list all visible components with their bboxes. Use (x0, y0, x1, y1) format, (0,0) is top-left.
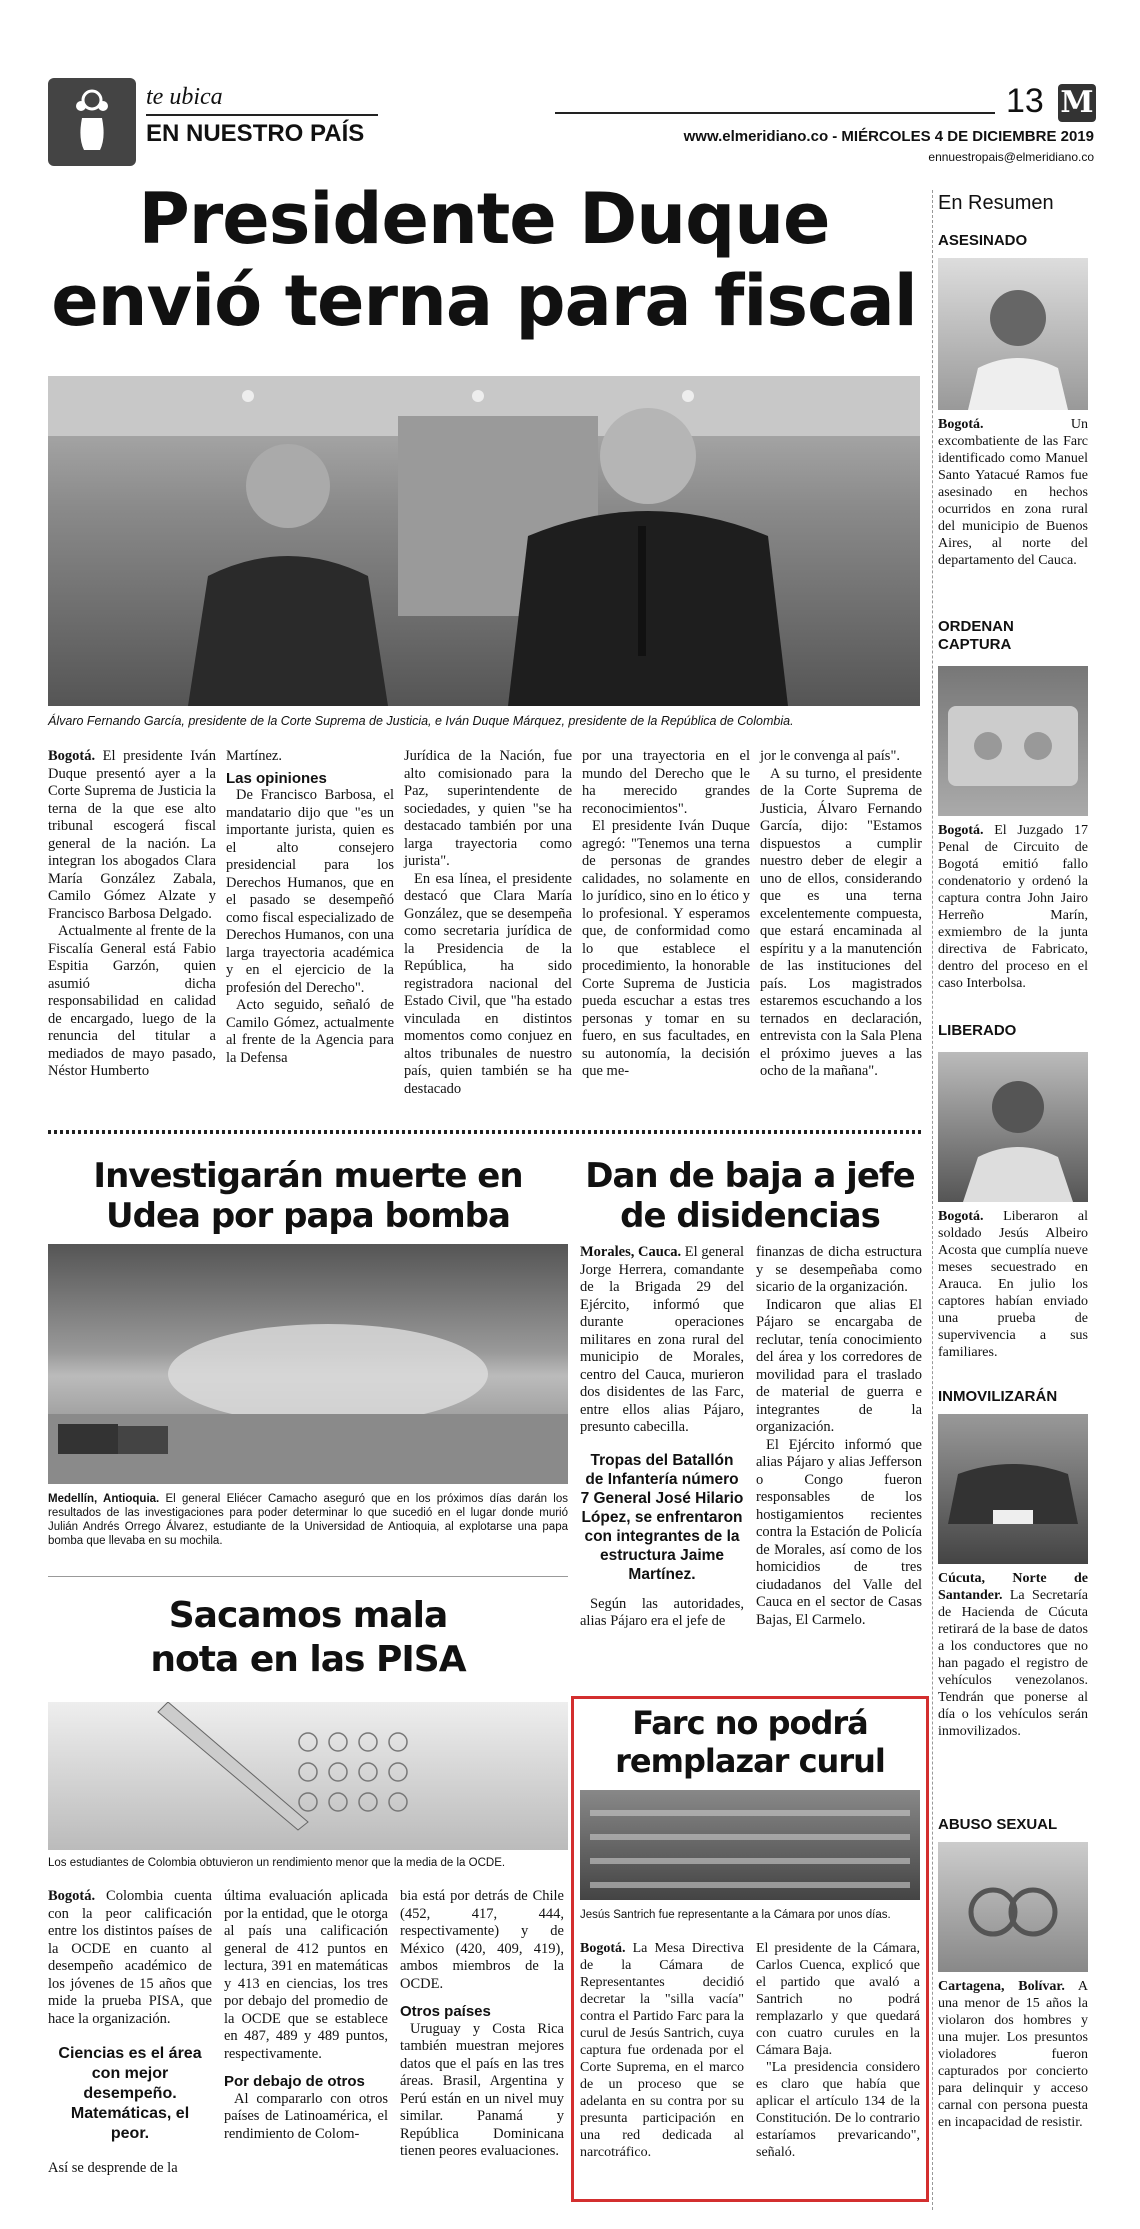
site-date: www.elmeridiano.co - MIÉRCOLES 4 DE DICIEMBRE 2019 (683, 128, 1094, 145)
udea-photo (48, 1244, 568, 1484)
main-subhead: Las opiniones (226, 769, 327, 787)
sidebar-photo-2 (938, 666, 1088, 816)
pisa-subhead-1: Por debajo de otros (224, 2073, 365, 2090)
pisa-photo-caption: Los estudiantes de Colombia obtuvieron un rendimiento menor que la media de la OCDE. (48, 1857, 506, 1869)
email: ennuestropais@elmeridiano.co (928, 150, 1094, 164)
sidebar-heading-1: ASESINADO (938, 232, 1028, 249)
udea-caption: Medellín, Antioquia. El general Eliécer Camacho aseguró que en los próximos días darán los resultados de las investigaciones para poder determinar lo que sucedió en el lugar donde murió Julián Andrés Orrego Álvarez, estudiante de la Universidad de Antioquia, al explotarse una papa bomba que llevaba en su mochila. (48, 1493, 568, 1547)
main-bottom-rule (48, 1130, 922, 1134)
udea-bottom-rule (48, 1576, 568, 1577)
sidebar-heading-3: LIBERADO (938, 1022, 1017, 1039)
sidebar-text-2: Bogotá. El Juzgado 17 Penal de Circuito de Bogotá emitió fallo condenatorio y ordenó la captura contra John Jairo Herreño Marín, exmiembro de la junta directiva de Fabricato, dentro del proceso en el caso Interbolsa. (938, 823, 1088, 991)
sidebar-heading-4: INMOVILIZARÁN (938, 1388, 1058, 1405)
sidebar-heading-5: ABUSO SEXUAL (938, 1816, 1058, 1833)
logo: M (1058, 84, 1096, 122)
sidebar-rule-left (932, 190, 933, 2210)
sidebar-photo-5 (938, 1842, 1088, 1972)
sidebar-text-4: Cúcuta, Norte de Santander. La Secretaría de Hacienda de Cúcuta retirará de la base de datos a los conductores que no han pagado el registro de vehículos venezolanos. Tendrán que ponerse al día o los vehículos serán inmovilizados. (938, 1571, 1088, 1739)
baja-col-1: Morales, Cauca. El general Jorge Herrera, comandante de la Brigada 29 del Ejército, informó que durante operaciones militares en zona rural del municipio de Morales, centro del Cauca, murieron dos disidentes de las Farc, entre ellos alias Pájaro, presunto cabecilla. Tropas del Batallón de Infantería número 7 General José Hilario López, se enfrentaron con integrantes de la estructura Jaime Martínez. Según las autoridades, alias Pájaro era el jefe de (580, 1244, 744, 1629)
section-rule (146, 114, 378, 116)
main-photo (48, 376, 920, 706)
main-headline-line1: Presidente Duque (138, 178, 830, 260)
baja-col-2: finanzas de dicha estructura y se desempeñaba como sicario de la organización. Indicaron que alias El Pájaro se encargaba de reclutar, tenía conocimiento del área y los corredores de movilidad para el traslado de material de guerra e integrantes de la organización. El Ejército informó que alias Pájaro y alias Jefferson o Congo fueron responsables de los hostigamientos recientes contra la Estación de Policía de Morales, así como de los homicidios de tres ciudadanos del Valle del Cauca en el sector de Casas Bajas, El Carmelo. (756, 1244, 922, 1628)
sidebar-text-5: Cartagena, Bolívar. A una menor de 15 años la violaron dos hombres y una mujer. Los presuntos violadores fueron capturados por concierto para delinquir y acceso carnal con persona puesta en incapacidad de resistir. (938, 1979, 1088, 2130)
main-headline (44, 178, 924, 342)
pisa-headline: Sacamos mala nota en las PISA (150, 1595, 466, 1680)
pisa-pullquote: Ciencias es el área con mejor desempeño. Matemáticas, el peor. (58, 2045, 202, 2142)
baja-headline: Dan de baja a jefe de disidencias (585, 1156, 915, 1236)
pisa-subhead-2: Otros países (400, 2003, 491, 2020)
sidebar-photo-4 (938, 1414, 1088, 1564)
sidebar-photo-1 (938, 258, 1088, 410)
farc-photo-caption: Jesús Santrich fue representante a la Cámara por unos días. (580, 1909, 891, 1921)
sidebar-text-1: Bogotá. Un excombatiente de las Farc identificado como Manuel Santo Yatacué Ramos fue asesinado en hechos ocurridos en zona rural del municipio de Buenos Aires, al norte del departamento del Cauca. (938, 417, 1088, 568)
main-col-2: Martínez. Las opiniones De Francisco Barbosa, el mandatario dijo que "es un importante jurista, quien es el alto consejero presidencial para los Derechos Humanos, que en el pasado se desempeñó como fiscal especializado de Derechos Humanos, con una larga trayectoria académica y en el ejercicio de la profesión del Derecho". Acto seguido, señaló de Camilo Gómez, actualmente al frente de la Agencia para la Defensa (226, 748, 394, 1066)
section-label-bottom: EN NUESTRO PAÍS (146, 120, 365, 147)
pisa-col-2: última evaluación aplicada por la entidad, que le otorga al país una calificación general de 412 puntos en lectura, 391 en matemáticas y 413 en ciencias, los tres por debajo del promedio de la OCDE que se establece en 487, 489 y 489 puntos, respectivamente. Por debajo de otros Al compararlo con otros países de Latinoamérica, el rendimiento de Colom- (224, 1888, 388, 2142)
udea-headline: Investigarán muerte en Udea por papa bomba (93, 1156, 523, 1236)
pisa-photo (48, 1702, 568, 1850)
sidebar-text-3: Bogotá. Liberaron al soldado Jesús Albeiro Acosta que cumplía nueve meses secuestrado en Arauca. En julio los captores habían enviado una prueba de supervivencia a sus familiares. (938, 1209, 1088, 1360)
section-icon (48, 78, 136, 166)
main-col-3: Jurídica de la Nación, fue alto comisionado para la Paz, superintendente de sociedades, y quien "se ha destacado también por una larga trayectoria como jurista". En esa línea, el presidente destacó que Clara María González, que se desempeña como secretaria jurídica de la Presidencia de la República, ha sido registradora nacional del Estado Civil, que "ha estado vinculada en distintos momentos como conjuez en altos tribunales de nuestro país, quien también se ha destacado (404, 748, 572, 1097)
page-number: 13 (1006, 82, 1044, 120)
farc-col-1: Bogotá. La Mesa Directiva de la Cámara de Representantes decidió decretar la "silla vacía" contra el Partido Farc para la curul de Jesús Santrich, cuya captura fue ordenada por el Corte Suprema, en el marco de un proceso que se adelanta en su contra por su presunta participación en una red dedicada al narcotráfico. (580, 1941, 744, 2160)
farc-photo (580, 1790, 920, 1900)
farc-col-2: El presidente de la Cámara, Carlos Cuenca, explicó que el partido que avaló a Santrich no podrá remplazarlo y que quedará con cuatro curules en la Cámara Baja. "La presidencia considero es claro que había que aplicar el artículo 134 de la Constitución. De lo contrario estaríamos prevaricando", señaló. (756, 1941, 920, 2160)
pisa-col-1: Bogotá. Colombia cuenta con la peor calificación entre los distintos países de la OCDE en cuanto al desempeño académico de los jóvenes de 15 años que mide la prueba PISA, que hace la organización. Ciencias es el área con mejor desempeño. Matemáticas, el peor. Así se desprende de la (48, 1888, 212, 2176)
header-top-rule (555, 112, 995, 114)
main-headline-line2: envió terna para fiscal (51, 260, 917, 342)
main-col-1: Bogotá. El presidente Iván Duque presentó ayer a la Corte Suprema de Justicia la terna de la que ese alto tribunal escogerá fiscal general de la nación. La integran los abogados Clara María González Zabala, Camilo Gómez Alzate y Francisco Barbosa Delgado. Actualmente al frente de la Fiscalía General está Fabio Espitia Garzón, quien asumió dicha responsabilidad en calidad de encargado, luego de la renuncia del titular a mediados de mayo pasado, Néstor Humberto (48, 748, 216, 1079)
section-label-top: te ubica (146, 84, 223, 110)
sidebar-heading-2: ORDENAN CAPTURA (938, 618, 1014, 653)
sidebar-title: En Resumen (938, 192, 1054, 214)
pisa-col-3: bia está por detrás de Chile (452, 417, 444, respectivamente) y de México (420, 409, 419), ambos miembros de la OCDE. Otros países Uruguay y Costa Rica también muestran mejores datos que el país en las tres áreas. Brasil, Argentina y Perú están en un nivel muy similar. Panamá y República Dominicana tienen peores evaluaciones. (400, 1888, 564, 2159)
main-dateline: Bogotá. (48, 748, 96, 764)
vase-icon (48, 78, 136, 166)
main-col-4: por una trayectoria en el mundo del Derecho que le ha merecido grandes reconocimientos". El presidente Iván Duque agregó: "Tenemos una terna de personas de grandes calidades, no solamente en lo jurídico, sino en lo ético y lo profesional. Y esperamos que, de conformidad como lo que establece el procedimiento, la honorable Corte Suprema de Justicia pueda escuchar a estas tres personas y tomar en su fuero, en sus facultades, en su autonomía, la decisión que me- (582, 748, 750, 1079)
sidebar-photo-3 (938, 1052, 1088, 1202)
farc-headline: Farc no podrá remplazar curul (615, 1704, 885, 1780)
main-col-5: jor le convenga al país". A su turno, el presidente de la Corte Suprema de Justicia, Álvaro Fernando García, dijo: "Estamos dispuestos a cumplir nuestro deber de elegir a uno de ellos, considerando que es una terna excelentemente compuesta, que estará encaminada al espíritu y a la manutención de las instituciones del país. Los magistrados estaremos escuchando a los ternados en declaración, entrevista con la Sala Plena el próximo jueves a las ocho de la mañana". (760, 748, 922, 1079)
main-photo-caption: Álvaro Fernando García, presidente de la Corte Suprema de Justicia, e Iván Duque Márquez, presidente de la República de Colombia. (48, 714, 794, 728)
baja-pullquote: Tropas del Batallón de Infantería número 7 General José Hilario López, se enfrentaron con integrantes de la estructura Jaime Martínez. (580, 1451, 744, 1583)
